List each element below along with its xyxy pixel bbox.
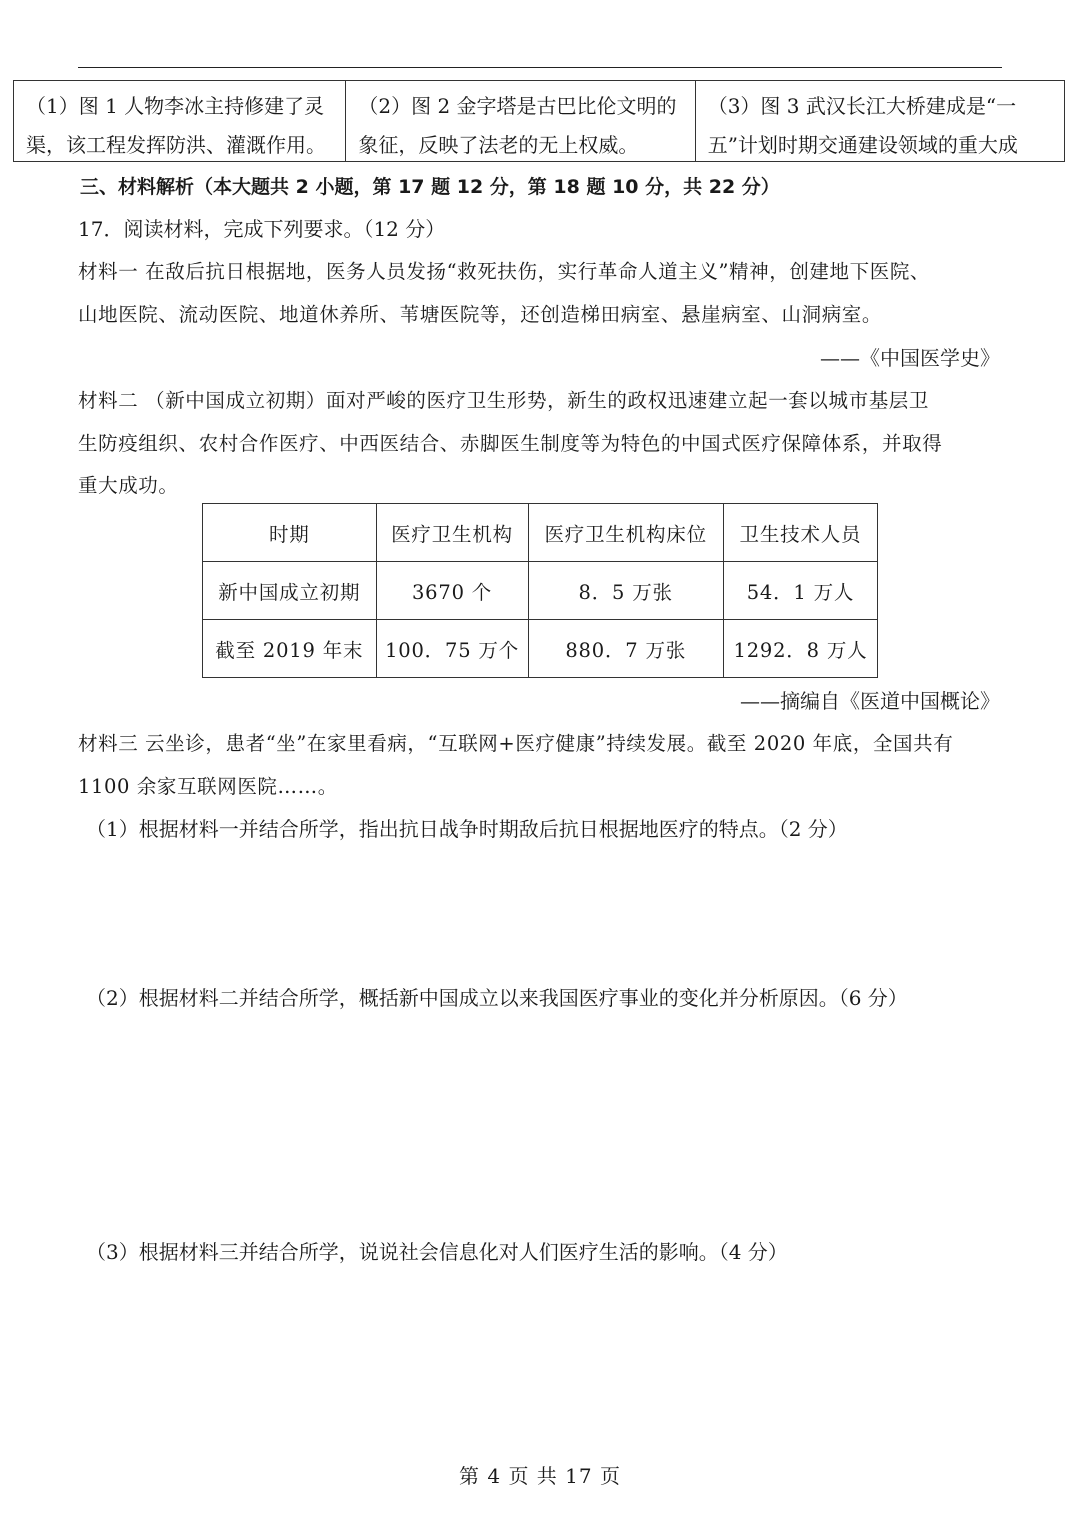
medical-data-table — [202, 503, 878, 678]
page-footer: 第 4 页 共 17 页 — [459, 1464, 621, 1488]
statement-cell-2: （2）图 2 金字塔是古巴比伦文明的象征，反映了法老的无上权威。 — [346, 81, 695, 161]
table-cell: 100．75 万个 — [376, 620, 528, 678]
material1-source: ——《中国医学史》 — [820, 346, 1000, 370]
table-cell: 54．1 万人 — [723, 562, 877, 620]
table-cell: 截至 2019 年末 — [203, 620, 377, 678]
question-title: 17．阅读材料，完成下列要求。（12 分） — [78, 217, 446, 241]
material2-line3: 重大成功。 — [78, 474, 179, 497]
table-row — [203, 620, 878, 678]
material2-line1: 材料二 （新中国成立初期）面对严峻的医疗卫生形势，新生的政权迅速建立起一套以城市基层卫 — [78, 389, 929, 412]
material2-line2: 生防疫组织、农村合作医疗、中西医结合、赤脚医生制度等为特色的中国式医疗保障体系，并取得 — [78, 432, 943, 455]
table-header: 医疗卫生机构床位 — [528, 504, 723, 562]
material3-line2: 1100 余家互联网医院……。 — [78, 775, 338, 798]
statement-cell-1: （1）图 1 人物李冰主持修建了灵渠，该工程发挥防洪、灌溉作用。 — [14, 81, 346, 161]
sub-question-3: （3）根据材料三并结合所学，说说社会信息化对人们医疗生活的影响。（4 分） — [86, 1240, 788, 1264]
table-header-row — [203, 504, 878, 562]
material3-line1: 材料三 云坐诊，患者“坐”在家里看病，“互联网+医疗健康”持续发展。截至 2020 年底，全国共有 — [78, 732, 954, 755]
material1-line1: 材料一 在敌后抗日根据地，医务人员发扬“救死扶伤，实行革命人道主义”精神，创建地下医院、 — [78, 260, 931, 283]
table-header: 医疗卫生机构 — [376, 504, 528, 562]
table-header: 时期 — [203, 504, 377, 562]
table-cell: 3670 个 — [376, 562, 528, 620]
table-row — [203, 562, 878, 620]
table-cell: 新中国成立初期 — [203, 562, 377, 620]
section-title: 三、材料解析（本大题共 2 小题，第 17 题 12 分，第 18 题 10 分，共 22 分） — [80, 176, 780, 198]
sub-question-2: （2）根据材料二并结合所学，概括新中国成立以来我国医疗事业的变化并分析原因。（6 分） — [86, 986, 908, 1010]
table-cell: 8．5 万张 — [528, 562, 723, 620]
table-cell: 880．7 万张 — [528, 620, 723, 678]
material2-source: ——摘编自《医道中国概论》 — [740, 689, 1000, 713]
material1-line2: 山地医院、流动医院、地道休养所、苇塘医院等，还创造梯田病室、悬崖病室、山洞病室。 — [78, 303, 883, 326]
statement-table — [13, 80, 1065, 162]
header-rule — [78, 67, 1002, 68]
table-cell: 1292．8 万人 — [723, 620, 877, 678]
sub-question-1: （1）根据材料一并结合所学，指出抗日战争时期敌后抗日根据地医疗的特点。（2 分） — [86, 817, 848, 841]
table-header: 卫生技术人员 — [723, 504, 877, 562]
statement-cell-3: （3）图 3 武汉长江大桥建成是“一五”计划时期交通建设领域的重大成 — [707, 94, 1018, 157]
